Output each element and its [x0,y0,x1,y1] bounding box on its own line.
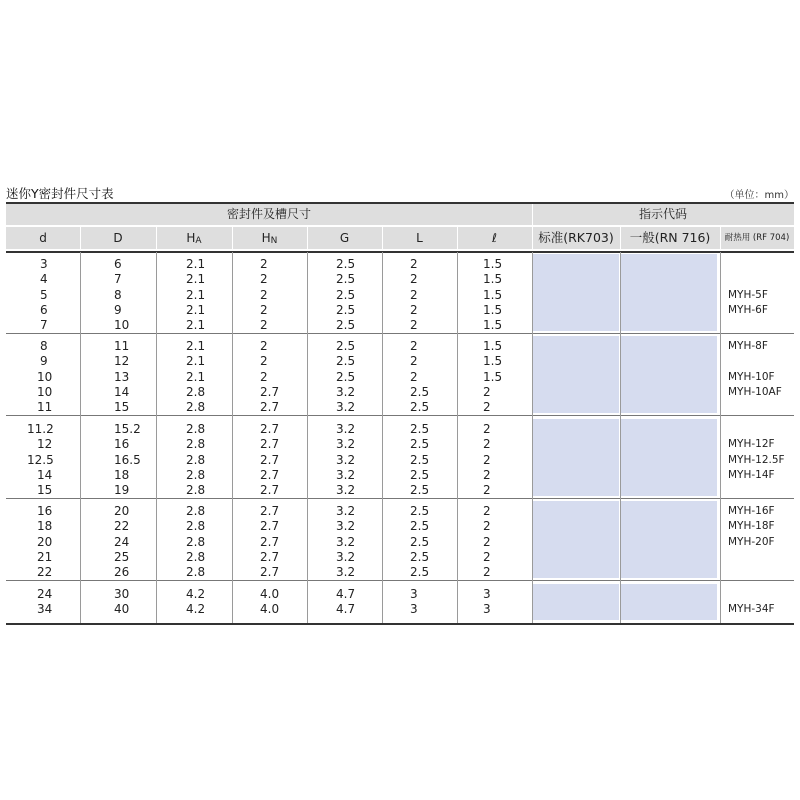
cell-l: 2 [483,467,491,482]
cell-ha: 2.1 [186,339,206,353]
cell-g: 3.2 [336,437,356,452]
cell-hn: 2.7 [260,519,280,534]
highlight-general-codes [621,254,717,331]
cell-l: 2.5 [410,467,430,482]
cell-hn: 2.7 [260,483,280,498]
cell-d: 12.5 [27,452,54,467]
cell-d: 9 [114,302,122,317]
cell-d: 30 [114,587,130,601]
cell-d: 24 [37,587,53,601]
cell-d: 8 [40,339,48,353]
cell-g: 4.7 [336,587,356,601]
cell-l: 2 [410,369,418,384]
column-header-main: G [339,231,350,245]
cell-ha: 2.1 [186,272,206,287]
column-header-7 [457,227,532,249]
cell-d: 7 [114,272,122,287]
cell-d: 6 [40,302,48,317]
cell-ha: 2.1 [186,287,206,302]
cell-g: 2.5 [336,257,356,271]
cell-hn: 2.7 [260,384,280,399]
cell-hn: 4.0 [260,587,280,601]
cell-l: 1.5 [483,302,503,317]
column-separator [232,252,233,623]
column-header-2 [80,227,156,249]
cell-g: 3.2 [336,534,356,549]
cell-d: 11 [114,339,130,353]
column-header-3 [156,227,232,251]
header-column-separator [232,227,233,249]
cell-hn: 2.7 [260,437,280,452]
cell-l: 3 [410,602,418,617]
cell-g: 2.5 [336,369,356,384]
cell-l: 1.5 [483,369,503,384]
cell-heat-code: MYH-10F [728,370,775,383]
cell-hn: 2.7 [260,422,280,436]
cell-g: 3.2 [336,504,356,518]
column-header-sub: A [195,236,202,246]
cell-l: 2.5 [410,384,430,399]
cell-g: 3.2 [336,565,356,580]
cell-d: 25 [114,549,130,564]
column-header-sub: N [270,236,278,246]
cell-l: 2.5 [410,565,430,580]
cell-l: 2 [410,354,418,369]
cell-l: 3 [483,587,491,601]
column-header-5 [307,227,382,249]
cell-l: 2 [483,422,491,436]
header-column-separator [720,227,721,249]
cell-heat-code: MYH-6F [728,303,768,316]
cell-heat-code: MYH-14F [728,468,775,481]
cell-d: 40 [114,602,130,617]
table-title: 迷你Y密封件尺寸表 [6,186,114,201]
cell-g: 2.5 [336,339,356,353]
cell-g: 2.5 [336,318,356,333]
cell-l: 2 [410,318,418,333]
column-header-code-heat: 耐热用 (RF 704) [724,233,790,243]
cell-g: 3.2 [336,467,356,482]
cell-l: 3 [483,602,491,617]
cell-hn: 2 [260,257,268,271]
cell-d: 22 [114,519,130,534]
cell-hn: 2 [260,318,268,333]
cell-ha: 2.8 [186,467,206,482]
cell-d: 20 [37,534,53,549]
cell-d: 21 [37,549,53,564]
column-separator [382,252,383,623]
cell-l: 2.5 [410,519,430,534]
cell-l: 2 [410,257,418,271]
cell-l: 1.5 [483,272,503,287]
cell-hn: 2.7 [260,452,280,467]
row-divider [6,623,794,625]
header-column-separator [382,227,383,249]
header-group-dims: 密封件及槽尺寸 [226,207,311,221]
cell-ha: 2.8 [186,437,206,452]
cell-hn: 2.7 [260,504,280,518]
column-separator [80,252,81,623]
column-separator [307,252,308,623]
cell-d: 16 [114,437,130,452]
cell-heat-code: MYH-16F [728,505,775,517]
cell-g: 3.2 [336,452,356,467]
cell-heat-code: MYH-12F [728,438,775,451]
cell-g: 3.2 [336,519,356,534]
cell-d: 22 [37,565,53,580]
cell-ha: 2.1 [186,302,206,317]
column-separator [457,252,458,623]
cell-heat-code: MYH-20F [728,535,775,548]
cell-d: 8 [114,287,122,302]
header-column-separator [307,227,308,249]
cell-hn: 2 [260,339,268,353]
header-column-separator [457,227,458,249]
cell-l: 2 [410,287,418,302]
cell-ha: 2.8 [186,422,206,436]
cell-hn: 2.7 [260,565,280,580]
cell-l: 2.5 [410,437,430,452]
column-header-main: d [39,231,47,245]
cell-g: 3.2 [336,422,356,436]
column-header-main: D [113,231,123,245]
cell-l: 2 [410,272,418,287]
cell-d: 26 [114,565,130,580]
column-separator [156,252,157,623]
cell-d: 10 [114,318,130,333]
highlight-standard-codes [533,336,619,413]
cell-l: 2 [483,549,491,564]
column-header-main: H [186,231,196,245]
header-row-group [6,203,794,225]
header-column-separator [532,227,533,249]
cell-d: 9 [40,354,48,369]
cell-l: 2 [483,519,491,534]
cell-hn: 4.0 [260,602,280,617]
cell-ha: 2.8 [186,384,206,399]
cell-heat-code: MYH-8F [728,340,768,352]
cell-heat-code: MYH-12.5F [728,453,785,466]
cell-ha: 2.8 [186,534,206,549]
cell-ha: 4.2 [186,602,206,617]
cell-g: 3.2 [336,384,356,399]
cell-ha: 2.8 [186,452,206,467]
cell-ha: 4.2 [186,587,206,601]
cell-l: 2 [483,437,491,452]
highlight-standard-codes [533,501,619,578]
cell-l: 2 [483,483,491,498]
cell-heat-code: MYH-10AF [728,385,782,398]
cell-d: 14 [37,467,53,482]
row-divider [6,202,794,204]
cell-d: 11.2 [27,422,54,436]
cell-d: 16.5 [114,452,141,467]
cell-l: 1.5 [483,339,503,353]
column-header-4 [232,227,307,251]
highlight-general-codes [621,584,717,620]
cell-l: 1.5 [483,257,503,271]
cell-d: 20 [114,504,130,518]
cell-d: 14 [114,384,130,399]
cell-d: 18 [37,519,53,534]
cell-l: 3 [410,587,418,601]
header-column-separator [156,227,157,249]
highlight-standard-codes [533,584,619,620]
row-divider [6,415,794,416]
cell-l: 1.5 [483,354,503,369]
row-divider [6,251,794,253]
cell-ha: 2.8 [186,549,206,564]
cell-heat-code: MYH-18F [728,520,775,533]
cell-hn: 2 [260,287,268,302]
cell-l: 2 [483,400,491,415]
column-header-1 [6,227,80,249]
cell-g: 2.5 [336,287,356,302]
cell-d: 4 [40,272,48,287]
cell-l: 2 [483,452,491,467]
cell-d: 6 [114,257,122,271]
cell-d: 24 [114,534,130,549]
header-group-codes: 指示代码 [638,207,687,221]
highlight-standard-codes [533,254,619,331]
column-separator [720,252,721,623]
cell-l: 2.5 [410,504,430,518]
row-divider [6,580,794,581]
cell-hn: 2 [260,369,268,384]
cell-d: 10 [37,384,53,399]
cell-ha: 2.8 [186,565,206,580]
cell-l: 2.5 [410,534,430,549]
unit-label: （单位：mm） [724,190,794,201]
row-divider [6,333,794,334]
column-header-code-std: 标准(RK703) [538,230,614,245]
cell-l: 2 [410,302,418,317]
cell-g: 2.5 [336,302,356,317]
cell-hn: 2 [260,272,268,287]
cell-hn: 2.7 [260,534,280,549]
cell-d: 16 [37,504,53,518]
cell-l: 2 [483,384,491,399]
cell-d: 15 [37,483,53,498]
column-header-main: H [261,231,271,245]
column-header-main: ℓ [492,231,497,245]
cell-g: 2.5 [336,272,356,287]
cell-ha: 2.1 [186,257,206,271]
cell-l: 2 [483,534,491,549]
cell-l: 1.5 [483,318,503,333]
cell-hn: 2 [260,354,268,369]
header-row-columns [6,227,794,249]
cell-d: 34 [37,602,53,617]
cell-d: 5 [40,287,48,302]
cell-hn: 2 [260,302,268,317]
cell-l: 2 [483,504,491,518]
cell-g: 4.7 [336,602,356,617]
highlight-general-codes [621,501,717,578]
cell-l: 2.5 [410,549,430,564]
highlight-standard-codes [533,419,619,496]
header-group-separator [532,203,533,225]
cell-ha: 2.1 [186,369,206,384]
cell-hn: 2.7 [260,400,280,415]
column-header-main: L [416,231,423,245]
cell-hn: 2.7 [260,467,280,482]
header-column-separator [620,227,621,249]
cell-l: 2 [483,565,491,580]
cell-ha: 2.1 [186,354,206,369]
column-header-code-gen: 一般(RN 716) [629,230,711,245]
cell-l: 1.5 [483,287,503,302]
header-column-separator [80,227,81,249]
cell-ha: 2.1 [186,318,206,333]
cell-ha: 2.8 [186,519,206,534]
cell-d: 15 [114,400,130,415]
cell-d: 11 [37,400,53,415]
cell-ha: 2.8 [186,483,206,498]
highlight-general-codes [621,419,717,496]
cell-d: 18 [114,467,130,482]
cell-ha: 2.8 [186,400,206,415]
cell-heat-code: MYH-34F [728,603,775,616]
cell-heat-code: MYH-5F [728,288,768,301]
cell-hn: 2.7 [260,549,280,564]
cell-l: 2.5 [410,400,430,415]
cell-l: 2 [410,339,418,353]
cell-g: 3.2 [336,483,356,498]
cell-l: 2.5 [410,452,430,467]
column-header-6 [382,227,457,249]
cell-d: 12 [37,437,53,452]
cell-d: 15.2 [114,422,141,436]
cell-l: 2.5 [410,483,430,498]
cell-d: 13 [114,369,130,384]
cell-ha: 2.8 [186,504,206,518]
cell-d: 3 [40,257,48,271]
cell-g: 3.2 [336,400,356,415]
highlight-general-codes [621,336,717,413]
cell-g: 2.5 [336,354,356,369]
cell-d: 7 [40,318,48,333]
cell-g: 3.2 [336,549,356,564]
row-divider [6,498,794,499]
cell-l: 2.5 [410,422,430,436]
cell-d: 12 [114,354,130,369]
cell-d: 19 [114,483,130,498]
cell-d: 10 [37,369,53,384]
